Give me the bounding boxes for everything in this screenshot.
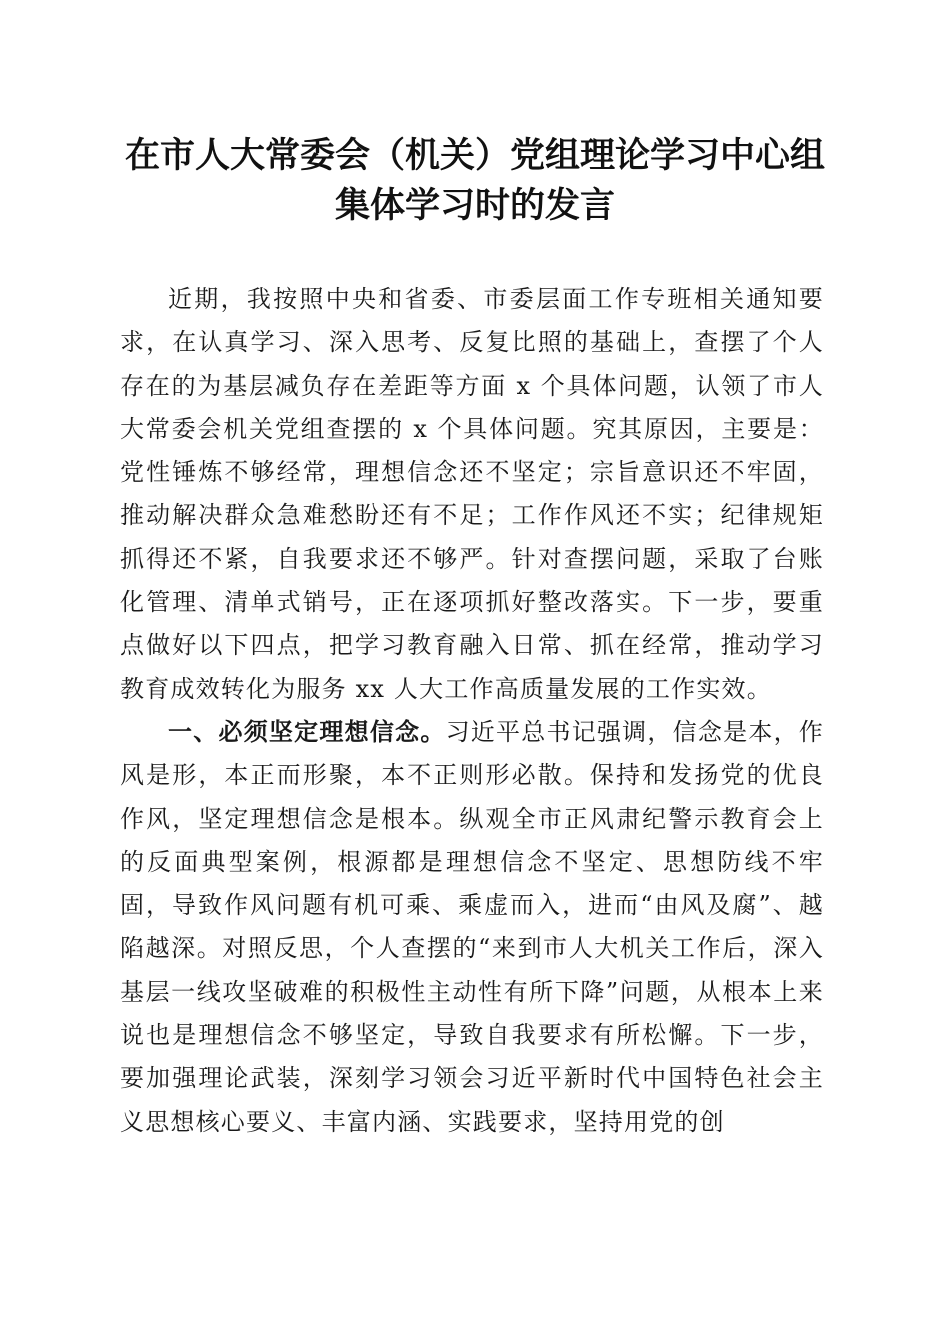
document-title-line-1: 在市人大常委会（机关）党组理论学习中心组 xyxy=(124,135,825,176)
section-1-text: 习近平总书记强调，信念是本，作风是形，本正而形聚，本不正则形必散。保持和发扬党的优良作风，坚定理想信念是根本。纵观全市正风肃纪警示教育会上的反面典型案例，根源都是理想信念不坚定、思想防线不牢固，导致作风问题有机可乘、乘虚而入，进而“由风及腐”、越陷越深。对照反思，个人查摆的“来到市人大机关工作后，深入基层一线攻坚破难的积极性主动性有所下降”问题，从根本上来说也是理想信念不够坚定，导致自我要求有所松懈。下一步，要加强理论武装，深刻学习领会习近平新时代中国特色社会主义思想核心要义、丰富内涵、实践要求，坚持用党的创 xyxy=(120,717,825,1136)
intro-paragraph: 近期，我按照中央和省委、市委层面工作专班相关通知要求，在认真学习、深入思考、反复比照的基础上，查摆了个人存在的为基层减负存在差距等方面 x 个具体问题，认领了市人大常委会机关党组查摆的 x 个具体问题。究其原因，主要是：党性锤炼不够经常，理想信念还不坚定；宗旨意识还不牢固，推动解决群众急难愁盼还有不足；工作作风还不实；纪律规矩抓得还不紧，自我要求还不够严。针对查摆问题，采取了台账化管理、清单式销号，正在逐项抓好整改落实。下一步，要重点做好以下四点，把学习教育融入日常、抓在经常，推动学习教育成效转化为服务 xx 人大工作高质量发展的工作实效。 xyxy=(120,285,824,703)
document-body xyxy=(120,278,824,1144)
section-1-heading: 一、必须坚定理想信念。 xyxy=(168,717,446,746)
document-title-line-2: 集体学习时的发言 xyxy=(334,185,615,226)
section-1-paragraph xyxy=(120,711,824,1144)
